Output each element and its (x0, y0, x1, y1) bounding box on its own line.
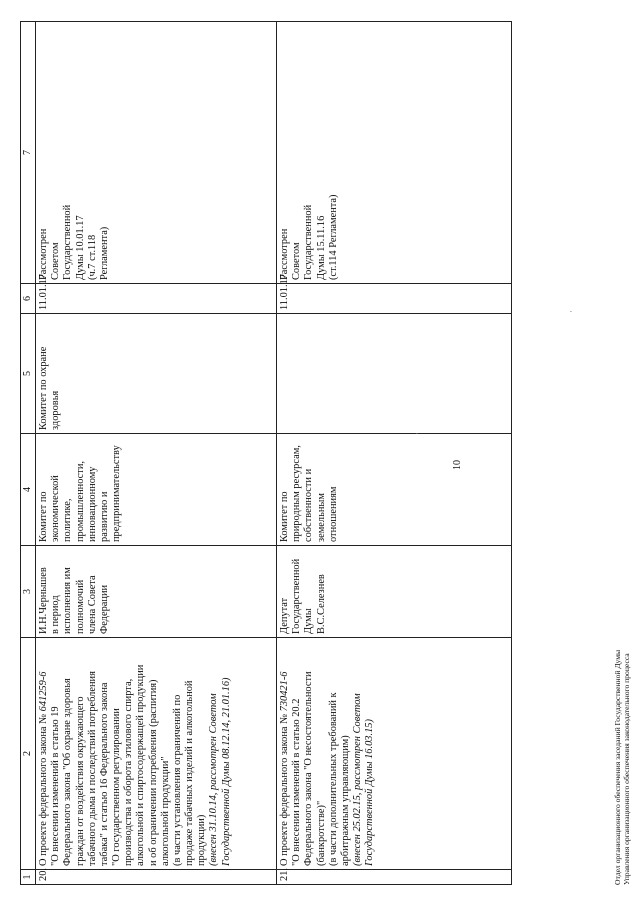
cell-line: исполнения им (62, 567, 74, 634)
cell-line: Государственной (291, 558, 303, 634)
cell-line: граждан от воздействия окружающего (74, 696, 86, 866)
column-number: 4 (21, 434, 36, 546)
cell-line: Рассмотрен (38, 228, 49, 280)
column-number: 5 (21, 314, 36, 434)
co-committee (36, 314, 277, 434)
cell-line: (в части дополнительных требований к (327, 692, 339, 866)
cell-line: О проекте федерального закона № 730421-6 (279, 671, 290, 866)
cell-line: Федерального закона "Об охране здоровья (62, 678, 74, 866)
cell-line: Государственной Думы 16.03.15) (364, 719, 376, 866)
cell-line: Комитет по охране (38, 346, 49, 430)
cell-line: отношениям (327, 486, 339, 542)
cell-line: табака" и статью 16 Федерального закона (98, 682, 110, 866)
cell-line: О проекте федерального закона № 641259-6 (38, 671, 49, 866)
column-number: 2 (21, 638, 36, 870)
initiator (36, 546, 277, 638)
footer-line: Отдел организационного обеспечения заседаний Государственной Думы (613, 649, 622, 885)
footer (613, 650, 631, 885)
cell-line: Федерального закона "О несостоятельности (303, 671, 315, 866)
table-row (277, 22, 512, 885)
footer-line: Управления организационного обеспечения законодательного процесса (622, 653, 632, 885)
cell-line: собственности и (303, 468, 315, 542)
date: 11.01.17 (277, 284, 512, 314)
cell-line: Комитет по (279, 491, 290, 542)
bill-description (36, 638, 277, 870)
cell-line: (в части установления ограничений по (171, 694, 183, 866)
cell-line: Регламента) (98, 226, 110, 280)
cell-line: промышленности, (74, 461, 86, 542)
scan-speck: · (566, 310, 576, 313)
cell-line: Комитет по (38, 491, 49, 542)
cell-line: (внесен 25.02.15, рассмотрен Советом (352, 693, 364, 866)
cell-line: Государственной (62, 204, 74, 280)
bill-number: 641259-6 (38, 671, 49, 712)
initiator (277, 546, 512, 638)
responsible-committee (277, 434, 512, 546)
cell-line: Думы 15.11.16 (315, 215, 327, 280)
column-number: 6 (21, 284, 36, 314)
cell-line: и об ограничении потребления (распития) (147, 679, 159, 866)
cell-line: в период (50, 595, 62, 634)
cell-line: алкогольной и спиртосодержащей продукции (135, 664, 147, 866)
cell-line: развитию и (98, 491, 110, 542)
cell-line: инновационному (86, 466, 98, 542)
cell-line: Рассмотрен (279, 228, 290, 280)
column-number: 1 (21, 870, 36, 885)
cell-line: политике, (62, 498, 74, 542)
page-number: 10 (452, 460, 463, 470)
cell-line: экономической (50, 475, 62, 542)
scan-speck: · (412, 432, 422, 435)
cell-line: Советом (291, 242, 303, 280)
row-number: 20. (36, 870, 277, 885)
bill-number: 730421-6 (279, 671, 290, 712)
responsible-committee (36, 434, 277, 546)
cell-line: "О государственном регулировании (111, 708, 123, 866)
cell-line: Государственной Думы 08.12.14, 21.01.16) (220, 677, 232, 866)
cell-line: Думы 10.01.17 (74, 215, 86, 280)
cell-line: Государственной (303, 204, 315, 280)
bill-description (277, 638, 512, 870)
cell-line: Депутат (279, 597, 290, 634)
column-number: 7 (21, 22, 36, 284)
cell-line: (банкротстве)" (315, 800, 327, 866)
column-number-row (21, 22, 36, 885)
cell-line: (ч.7 ст.118 (86, 234, 98, 280)
cell-line: Советом (50, 242, 62, 280)
cell-line: продукции) (196, 814, 208, 866)
cell-line: продаже табачных изделий и алкогольной (184, 680, 196, 866)
cell-line: (внесен 31.10.14, рассмотрен Советом (208, 693, 220, 866)
cell-line: производства и оборота этилового спирта, (123, 678, 135, 866)
cell-line: "О внесении изменений в статью 19 (50, 706, 62, 866)
cell-line: члена Совета (86, 575, 98, 634)
row-number: 21. (277, 870, 512, 885)
table-row (36, 22, 277, 885)
result (277, 22, 512, 284)
result (36, 22, 277, 284)
cell-line: И.Н.Чернышев (38, 567, 49, 634)
cell-line: В.С.Селезнев (315, 574, 327, 634)
register-table (20, 21, 512, 885)
cell-line: Федерации (98, 584, 110, 634)
cell-line: алкогольной продукции" (159, 756, 171, 866)
cell-line: природным ресурсам, (291, 445, 303, 542)
cell-line: "О внесении изменений в статью 20.2 (291, 698, 303, 866)
cell-line: Думы (303, 608, 315, 634)
column-number: 3 (21, 546, 36, 638)
cell-line: арбитражным управляющим) (339, 735, 351, 866)
date: 11.01.17 (36, 284, 277, 314)
cell-line: земельным (315, 493, 327, 542)
cell-line: здоровья (50, 390, 62, 430)
cell-line: полномочий (74, 579, 86, 634)
co-committee (277, 314, 512, 434)
cell-line: предпринимательству (111, 445, 123, 542)
cell-line: (ст.114 Регламента) (327, 194, 339, 280)
cell-line: табачного дыма и последствий потребления (86, 671, 98, 866)
